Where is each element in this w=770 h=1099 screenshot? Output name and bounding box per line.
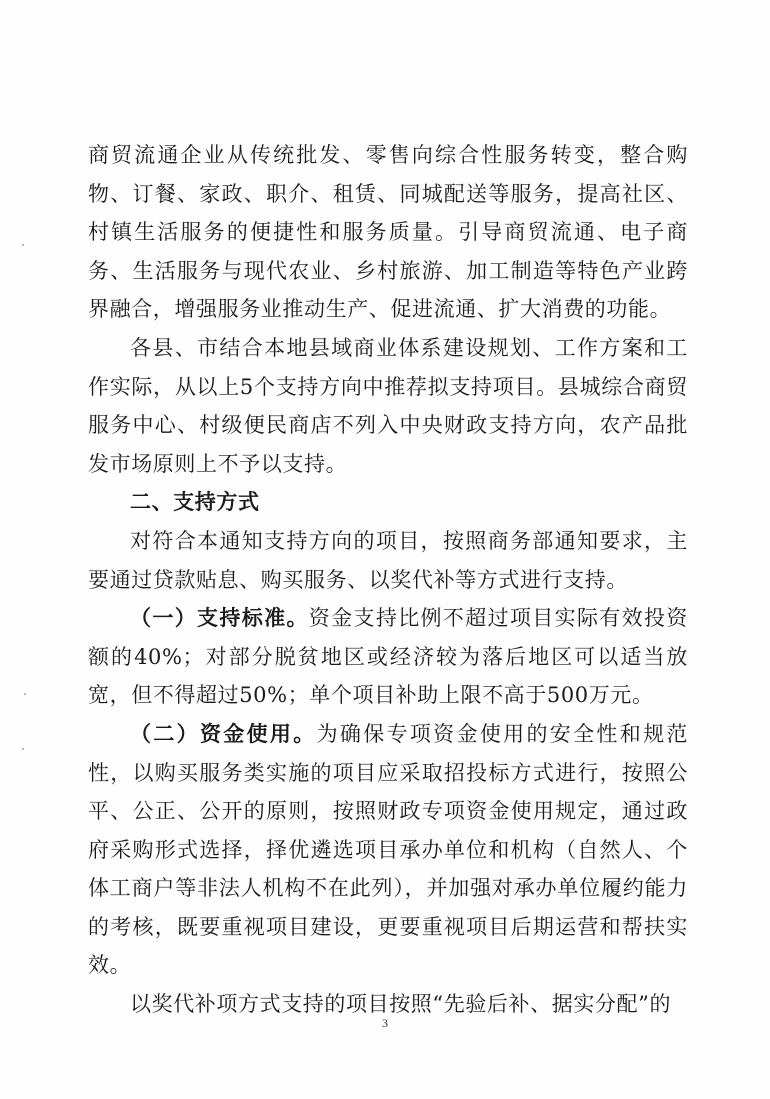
paragraph-support-method: 对符合本通知支持方向的项目，按照商务部通知要求，主要通过贷款贴息、购买服务、以奖代补等方式进行支持。 bbox=[88, 528, 688, 592]
paragraph-continuation: 商贸流通企业从传统批发、零售向综合性服务转变，整合购物、订餐、家政、职介、租赁、同城配送等服务，提高社区、村镇生活服务的便捷性和服务质量。引导商贸流通、电子商务、生活服务与现代农业、乡村旅游、加工制造等特色产业跨界融合，增强服务业推动生产、促进流通、扩大消费的功能。 bbox=[88, 143, 688, 322]
support-standard-text: 资金支持比例不超过项目实际有效投资额的40%；对部分脱贫地区或经济较为落后地区可以适当放宽，但不得超过50%；单个项目补助上限不高于500万元。 bbox=[88, 606, 688, 708]
paragraph-support-standard bbox=[88, 599, 688, 715]
page-number: 3 bbox=[382, 1016, 388, 1030]
scan-speck bbox=[24, 693, 26, 695]
paragraph-fund-usage bbox=[88, 715, 688, 985]
support-standard-lead: （一）支持标准。 bbox=[130, 606, 309, 631]
paragraph-reward-subsidy: 以奖代补项方式支持的项目按照“先验后补、据实分配”的 bbox=[130, 992, 672, 1017]
section-heading-support-method: 二、支持方式 bbox=[130, 490, 260, 515]
paragraph-county-recommendation: 各县、市结合本地县域商业体系建设规划、工作方案和工作实际，从以上5个支持方向中推荐拟支持项目。县城综合商贸服务中心、村级便民商店不列入中央财政支持方向，农产品批发市场原则上不予以支持。 bbox=[88, 335, 688, 476]
scan-speck bbox=[22, 748, 24, 750]
fund-usage-text: 为确保专项资金使用的安全性和规范性，以购买服务类实施的项目应采取招投标方式进行，按照公平、公正、公开的原则，按照财政专项资金使用规定，通过政府采购形式选择，择优遴选项目承办单位和机构（自然人、个体工商户等非法人机构不在此列），并加强对承办单位履约能力的考核，既要重视项目建设，更要重视项目后期运营和帮扶实效。 bbox=[88, 721, 688, 978]
document-body bbox=[88, 136, 688, 1024]
fund-usage-lead: （二）资金使用。 bbox=[130, 721, 317, 746]
scan-speck bbox=[22, 244, 24, 246]
